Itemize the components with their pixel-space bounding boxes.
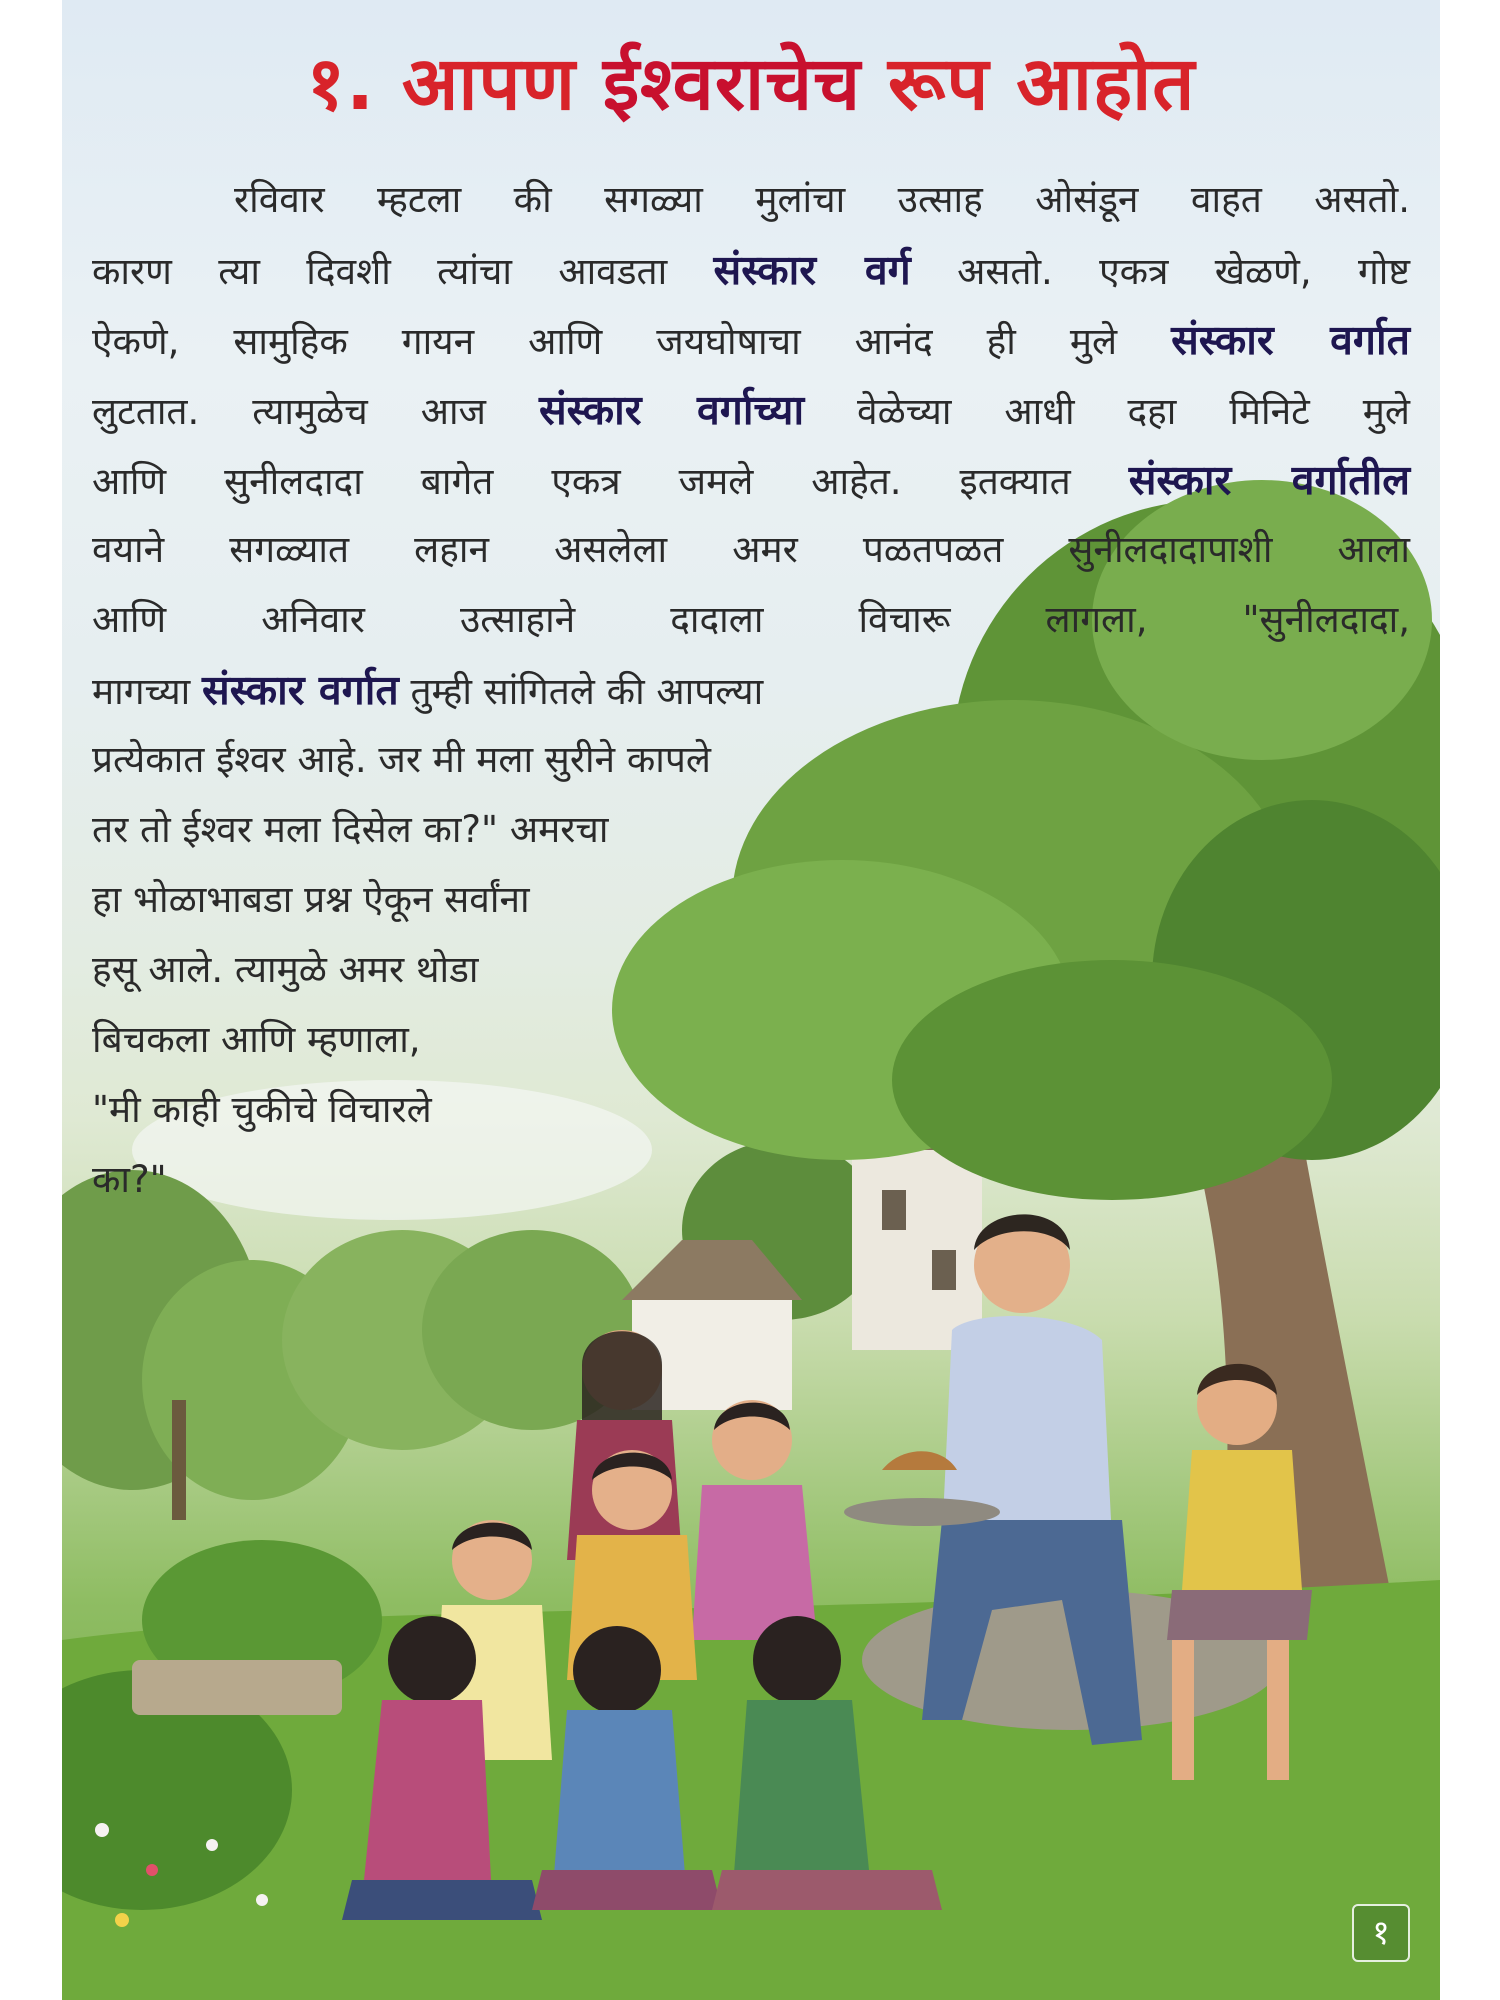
stone-bench <box>132 1660 342 1715</box>
story-text: तुम्ही सांगितले की आपल्या <box>398 670 764 713</box>
story-text: का?" <box>92 1158 167 1201</box>
story-text: वेळेच्या आधी दहा मिनिटे मुले <box>804 390 1411 433</box>
keyword-sanskar-varg: संस्कार वर्गात <box>1171 316 1410 364</box>
story-line <box>92 725 1410 795</box>
title-highlight: ईश्वराचेच <box>602 41 862 127</box>
story-line <box>92 865 1410 935</box>
keyword-sanskar-varg: संस्कार वर्गाच्या <box>538 386 805 434</box>
story-text: असतो. एकत्र खेळणे, गोष्ट <box>910 250 1410 293</box>
story-text: ऐकणे, सामुहिक गायन आणि जयघोषाचा आनंद ही मुले <box>92 320 1172 363</box>
story-line <box>92 165 1410 235</box>
keyword-sanskar-varg: संस्कार वर्ग <box>713 246 911 294</box>
story-text: कारण त्या दिवशी त्यांचा आवडता <box>92 250 714 293</box>
title-part1: आपण <box>401 41 577 127</box>
story-text: आणि सुनीलदादा बागेत एकत्र जमले आहेत. इतक्यात <box>92 460 1129 503</box>
story-paragraph <box>92 165 1410 1215</box>
story-text: रविवार म्हटला की सगळ्या मुलांचा उत्साह ओसंडून वाहत असतो. <box>234 178 1410 221</box>
story-line <box>92 445 1410 515</box>
story-text: हा भोळाभाबडा प्रश्न ऐकून सर्वांना <box>92 878 530 921</box>
story-text: "मी काही चुकीचे विचारले <box>92 1088 432 1131</box>
story-line <box>92 305 1410 375</box>
page-number: १ <box>1352 1904 1410 1962</box>
story-text: आणि अनिवार उत्साहाने दादाला विचारू लागला, "सुनीलदादा, <box>92 598 1410 641</box>
story-text: तर तो ईश्वर मला दिसेल का?" अमरचा <box>92 808 609 851</box>
story-text: लुटतात. त्यामुळेच आज <box>92 390 539 433</box>
book-page <box>62 0 1440 2000</box>
title-number: १. <box>306 41 376 127</box>
story-text: प्रत्येकात ईश्वर आहे. जर मी मला सुरीने कापले <box>92 738 711 781</box>
story-line <box>92 375 1410 445</box>
keyword-sanskar-varg: संस्कार वर्गात <box>202 666 399 714</box>
story-text: बिचकला आणि म्हणाला, <box>92 1018 421 1061</box>
story-text: वयाने सगळ्यात लहान असलेला अमर पळतपळत सुनीलदादापाशी आला <box>92 528 1410 571</box>
keyword-sanskar-varg: संस्कार वर्गातील <box>1128 456 1410 504</box>
story-line <box>92 585 1410 655</box>
story-line <box>92 795 1410 865</box>
story-line <box>92 935 1410 1005</box>
story-line <box>92 1075 1410 1145</box>
story-line <box>92 1145 1410 1215</box>
story-line <box>92 655 1410 725</box>
story-line <box>92 1005 1410 1075</box>
title-part2: रूप आहोत <box>887 41 1196 127</box>
story-line <box>92 235 1410 305</box>
story-text: मागच्या <box>92 670 202 713</box>
story-line <box>92 515 1410 585</box>
story-text: हसू आले. त्यामुळे अमर थोडा <box>92 948 479 991</box>
page-title <box>62 30 1440 131</box>
